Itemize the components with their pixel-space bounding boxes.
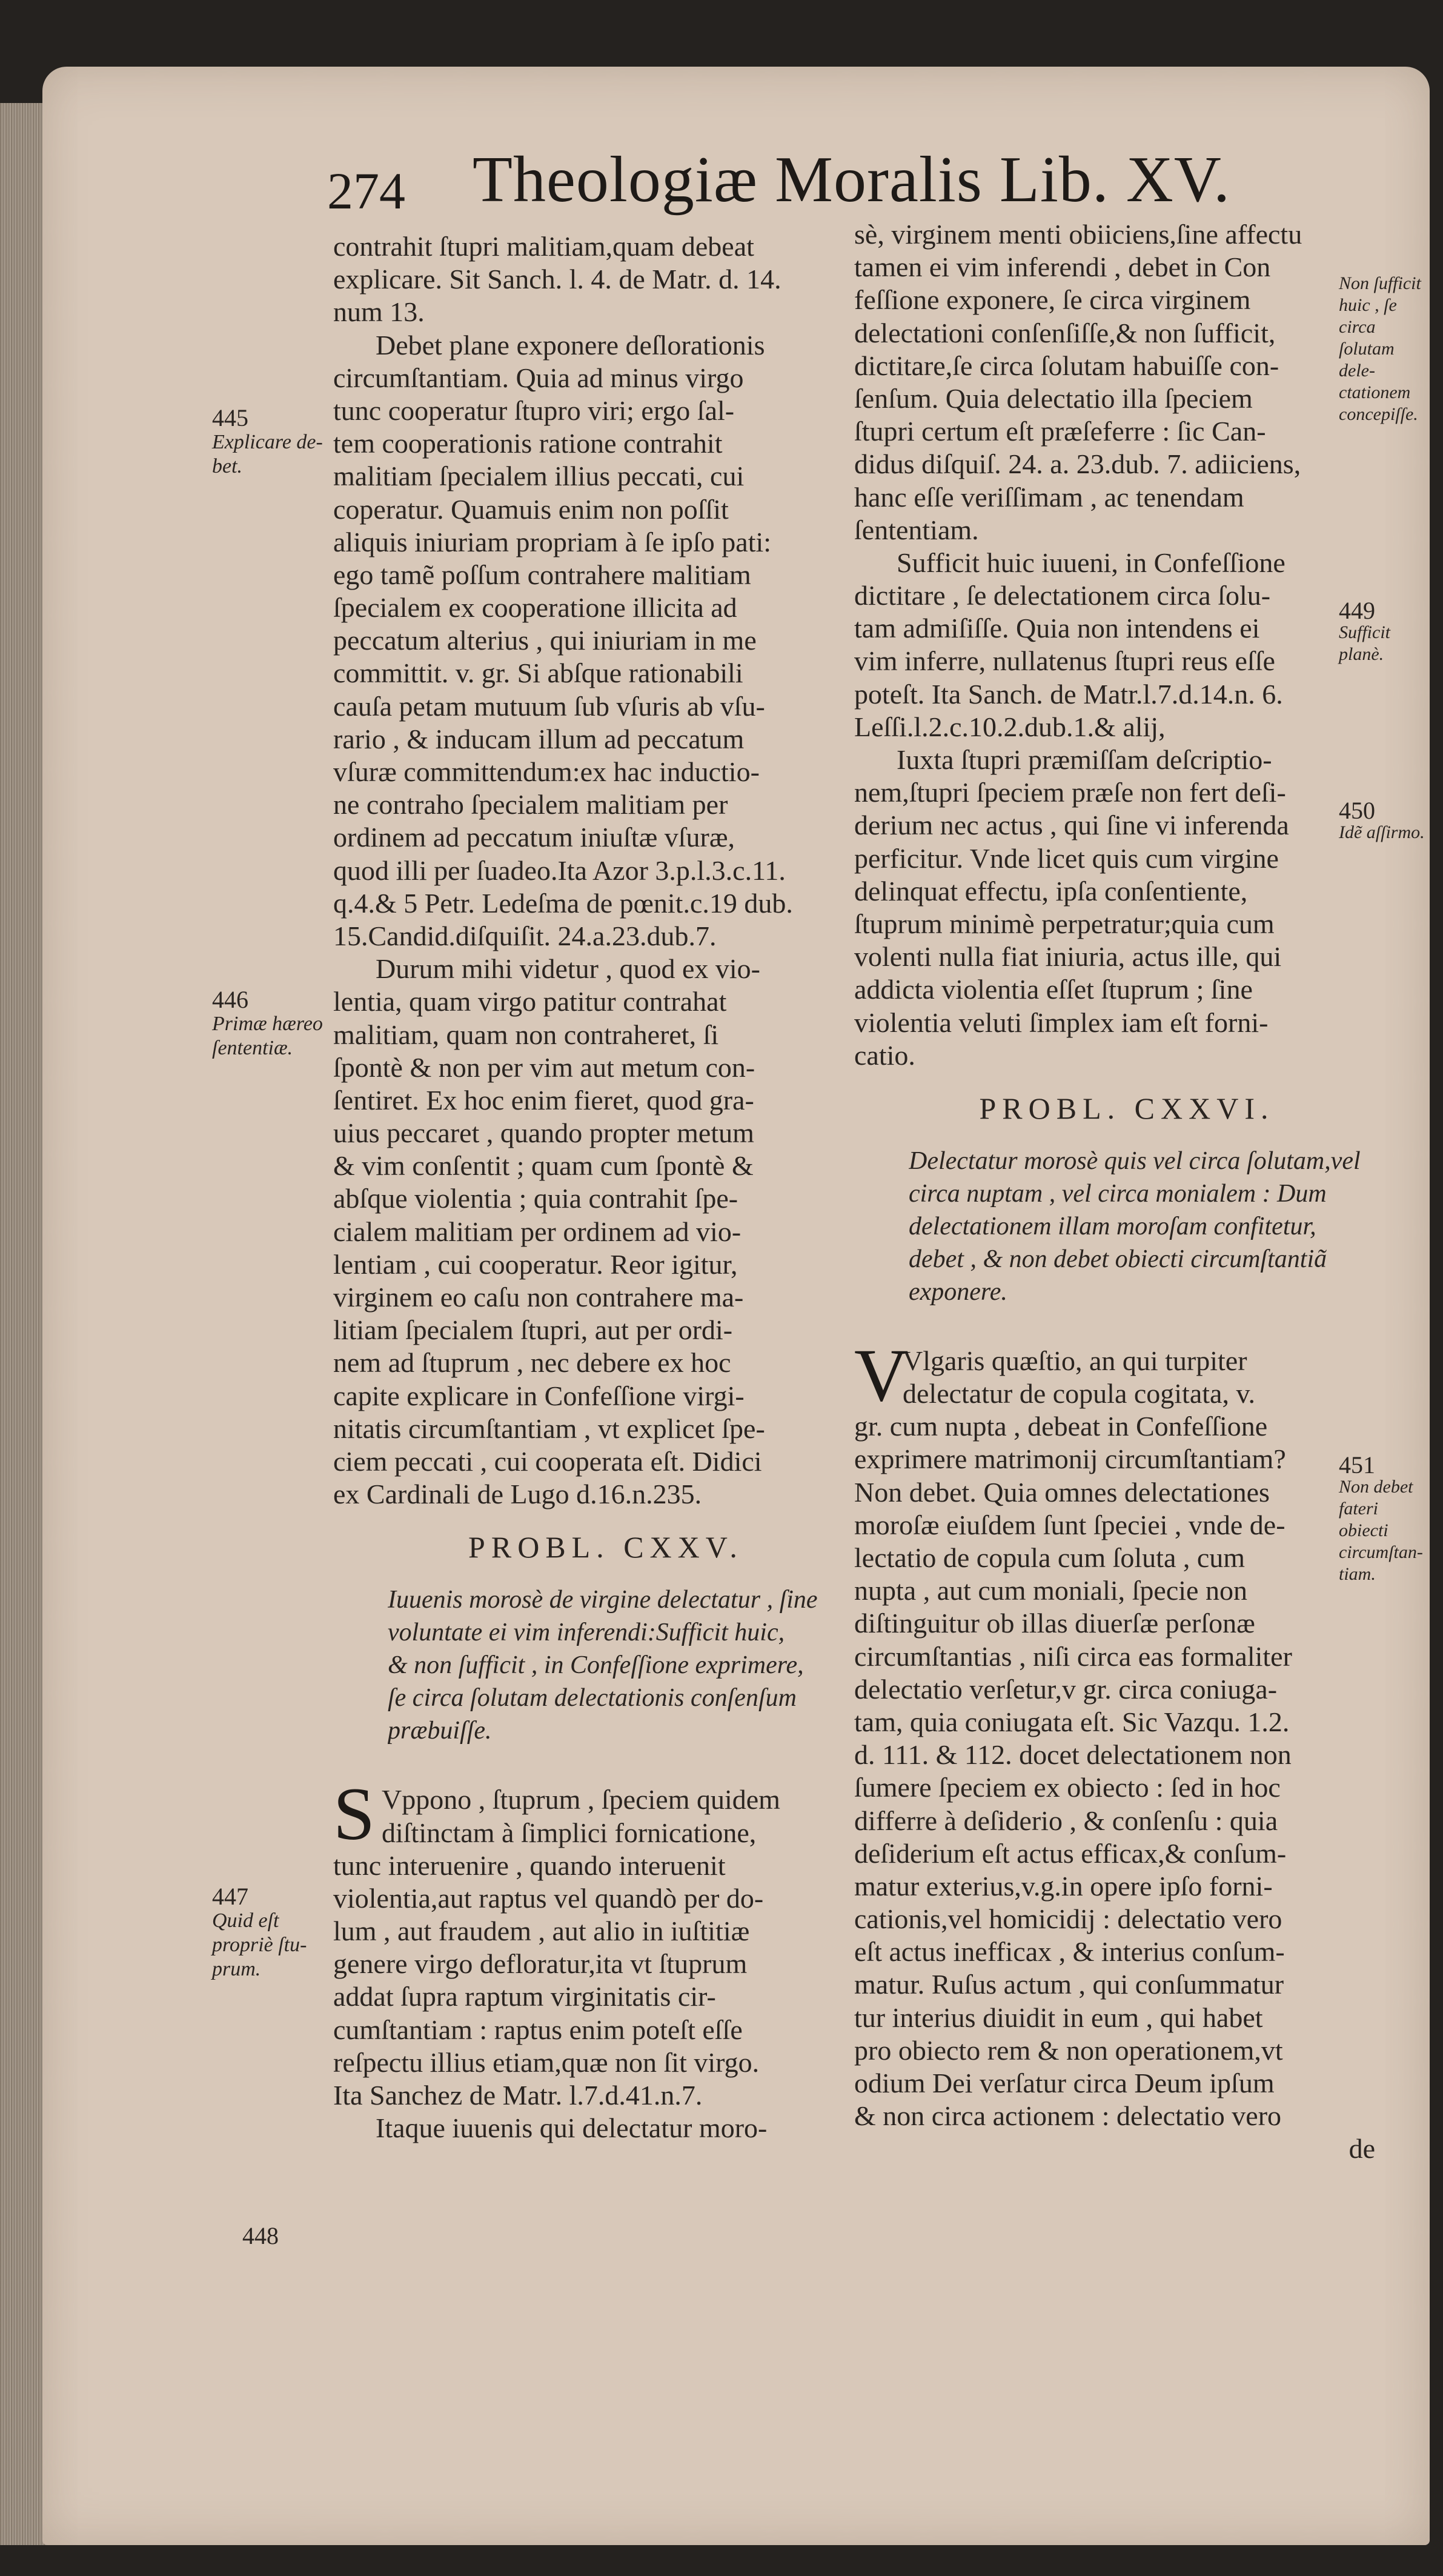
text-line: sè, virginem menti obiiciens,ſine affectu	[854, 219, 1302, 250]
text-line: ſtuprum minimè perpetratur;quia cum	[854, 908, 1275, 939]
drop-capital: V	[854, 1333, 909, 1417]
text-line: Debet plane exponere deſlorationis	[376, 329, 765, 361]
text-line: differre à deſiderio , & conſenſu : quia	[854, 1805, 1278, 1836]
right-text-block	[854, 218, 1399, 1072]
left-column	[333, 230, 878, 2145]
book-page	[42, 67, 1430, 2545]
text-line: violentia,aut raptus vel quandò per do-	[333, 1882, 764, 1914]
margin-note-text: Non ſufficit huic , ſe circa ſolutam dele- ctationem concepiſſe.	[1339, 273, 1421, 424]
text-line: Ita Sanchez de Matr. l.7.d.41.n.7.	[333, 2080, 703, 2111]
margin-note-text: Non debet fateri obiecti circumſtan- tiam.	[1339, 1477, 1423, 1584]
text-line: reſpectu illius etiam,quæ non ſit virgo.	[333, 2046, 760, 2078]
text-line: lentiam , cui cooperatur. Reor igitur,	[333, 1248, 738, 1280]
text-line: peccatum alterius , qui iniuriam in me	[333, 625, 757, 656]
text-line: ſumere ſpeciem ex obiecto : ſed in hoc	[854, 1772, 1281, 1803]
text-line: pro obiecto rem & non operationem,vt	[854, 2034, 1283, 2066]
text-line: malitiam, quam non contraheret, ſi	[333, 1019, 719, 1050]
text-line: Iuxta ſtupri præmiſſam deſcriptio-	[897, 744, 1272, 775]
text-line: addat ſupra raptum virginitatis cir-	[333, 1981, 716, 2012]
text-line: q.4.& 5 Petr. Ledeſma de pœnit.c.19 dub.	[333, 887, 793, 919]
margin-note-number: 447	[212, 1883, 248, 1910]
text-line: ſe circa ſolutam delectationis conſenſum	[388, 1684, 797, 1712]
margin-note	[212, 406, 327, 479]
text-line: cumſtantiam : raptus enim poteſt eſſe	[333, 2014, 743, 2045]
text-line: lentia, quam virgo patitur contrahat	[333, 986, 727, 1017]
text-line: litiam ſpecialem ſtupri, aut per ordi-	[333, 1314, 733, 1346]
text-line: tamen ei vim inferendi , debet in Con	[854, 251, 1271, 283]
text-line: dictitare,ſe circa ſolutam habuiſſe con-	[854, 350, 1279, 381]
text-line: voluntate ei vim inferendi:Sufficit huic,	[388, 1619, 785, 1647]
text-line: ſenſum. Quia delectatio illa ſpeciem	[854, 382, 1253, 414]
page-number: 274	[327, 162, 405, 220]
text-line: ne contraho ſpecialem malitiam per	[333, 789, 728, 820]
text-line: explicare. Sit Sanch. l. 4. de Matr. d. 14.	[333, 264, 781, 295]
text-line: addicta violentia eſſet ſtuprum ; ſine	[854, 974, 1253, 1005]
margin-note	[212, 1885, 327, 1982]
text-line: Non debet. Quia omnes delectationes	[854, 1476, 1270, 1508]
text-line: dictitare , ſe delectationem circa ſolu-	[854, 580, 1271, 611]
text-line: ſententiam.	[854, 514, 979, 545]
text-line: & non ſufficit , in Confeſſione exprimere,	[388, 1651, 804, 1680]
text-line: perficitur. Vnde licet quis cum virgine	[854, 842, 1279, 874]
margin-note-text: Quid eſt propriè ſtu- prum.	[212, 1909, 307, 1980]
text-line: delectationi conſenſiſſe,& non ſufficit,	[854, 317, 1276, 348]
text-line: matur. Ruſus actum , qui conſummatur	[854, 1969, 1284, 2000]
text-line: quod illi per ſuadeo.Ita Azor 3.p.l.3.c.11.	[333, 854, 786, 886]
text-line: gr. cum nupta , debeat in Confeſſione	[854, 1411, 1268, 1442]
text-line: tunc cooperatur ſtupro viri; ergo ſal-	[333, 394, 735, 426]
margin-note	[1339, 273, 1430, 425]
text-line: moroſæ eiuſdem ſunt ſpeciei , vnde de-	[854, 1509, 1285, 1540]
text-line: hanc eſſe veriſſimam , ac tenendam	[854, 481, 1244, 513]
text-line: circumſtantias , niſi circa eas formaliter	[854, 1640, 1292, 1672]
margin-note-number: 450	[1339, 797, 1375, 824]
text-line: virginem eo caſu non contrahere ma-	[333, 1282, 744, 1313]
paragraph-with-dropcap	[854, 1333, 1399, 2133]
text-line: odium Dei verſatur circa Deum ipſum	[854, 2068, 1275, 2098]
text-line: genere virgo defloratur,ita vt ſtuprum	[333, 1948, 748, 1980]
text-line: delinquat effectu, ipſa conſentiente,	[854, 875, 1248, 907]
text-line: deſiderium eſt actus efficax,& conſum-	[854, 1837, 1287, 1869]
text-line: num 13.	[333, 296, 425, 328]
margin-note-text: Primæ hæreo ſententiæ.	[212, 1013, 323, 1059]
text-line: ſpecialem ex cooperatione illicita ad	[333, 592, 737, 624]
text-line: rario , & inducam illum ad peccatum	[333, 723, 745, 754]
text-line: eſt actus inefficax , & interius conſum-	[854, 1936, 1285, 1968]
text-line: abſque violentia ; quia contrahit ſpe-	[333, 1183, 738, 1214]
margin-note	[1339, 597, 1430, 665]
text-line: ego tamẽ poſſum contrahere malitiam	[333, 559, 751, 590]
margin-note	[242, 2224, 333, 2248]
drop-capital: S	[333, 1772, 375, 1856]
text-line: coperatur. Quamuis enim non poſſit	[333, 493, 729, 525]
text-line: cialem malitiam per ordinem ad vio-	[333, 1216, 741, 1247]
problem-heading: PROBL. CXXVI.	[979, 1091, 1275, 1125]
text-line: tam, quia coniugata eſt. Sic Vazqu. 1.2.	[854, 1706, 1290, 1737]
text-line: Vppono , ſtuprum , ſpeciem quidem	[382, 1784, 780, 1816]
margin-note-text: Explicare de- bet.	[212, 431, 323, 478]
text-line: cationis,vel homicidij : delectatio vero	[854, 1903, 1282, 1935]
text-line: malitiam ſpecialem illius peccati, cui	[333, 461, 745, 492]
text-line: Durum mihi videtur , quod ex vio-	[376, 953, 760, 985]
text-line: diſtinguitur ob illas diuerſæ perſonæ	[854, 1608, 1255, 1639]
text-line: tem cooperationis ratione contrahit	[333, 428, 723, 459]
margin-note	[212, 988, 327, 1060]
margin-note-number: 448	[242, 2222, 279, 2249]
text-line: committit. v. gr. Si abſque rationabili	[333, 657, 743, 689]
text-line: contrahit ſtupri malitiam,quam debeat	[333, 231, 754, 262]
text-line: circa nuptam , vel circa monialem : Dum	[909, 1179, 1327, 1208]
text-line: catio.	[854, 1039, 915, 1071]
problem-summary	[854, 1145, 1399, 1308]
text-line: tunc interuenire , quando interuenit	[333, 1849, 726, 1881]
text-line: debet , & non debet obiecti circumſtantiã	[909, 1245, 1327, 1273]
margin-note	[1339, 1451, 1430, 1585]
text-line: præbuiſſe.	[388, 1717, 492, 1745]
text-line: delectatur de copula cogitata, v.	[903, 1378, 1255, 1409]
text-line: delectatio verſetur,v gr. circa coniuga-	[854, 1673, 1278, 1705]
text-line: diſtinctam à ſimplici fornicatione,	[382, 1817, 757, 1848]
text-line: Itaque iuuenis qui delectatur moro-	[376, 2112, 768, 2144]
text-line: & vim conſentit ; quam cum ſpontè &	[333, 1150, 754, 1182]
text-line: ſentiret. Ex hoc enim fieret, quod gra-	[333, 1084, 754, 1116]
text-line: ciem peccati , cui cooperata eſt. Didici	[333, 1445, 762, 1477]
margin-note	[1339, 797, 1430, 844]
problem-heading: PROBL. CXXV.	[468, 1530, 743, 1565]
text-line: ſpontè & non per vim aut metum con-	[333, 1051, 755, 1083]
left-text-block	[333, 230, 878, 1511]
text-line: nem,ſtupri ſpeciem præſe non fert deſi-	[854, 777, 1286, 808]
text-line: delectationem illam moroſam confitetur,	[909, 1212, 1316, 1240]
margin-note-number: 445	[212, 404, 248, 431]
text-line: exponere.	[909, 1277, 1007, 1306]
text-line: feſſione exponere, ſe circa virginem	[854, 284, 1251, 316]
text-line: lectatio de copula cum ſoluta , cum	[854, 1542, 1246, 1573]
problem-summary	[333, 1583, 878, 1747]
running-title: Theologiæ Moralis Lib. XV.	[473, 144, 1230, 216]
text-line: poteſt. Ita Sanch. de Matr.l.7.d.14.n. 6.	[854, 678, 1283, 710]
running-head	[327, 142, 1357, 227]
text-line: capite explicare in Confeſſione virgi-	[333, 1380, 745, 1411]
text-line: nupta , aut cum moniali, ſpecie non	[854, 1575, 1247, 1606]
text-line: lum , aut fraudem , aut alio in iuſtitiæ	[333, 1915, 750, 1947]
catchword: de	[1348, 2133, 1375, 2165]
text-line: tur interius diuidit in eum , qui habet	[854, 2002, 1263, 2033]
margin-note-number: 451	[1339, 1451, 1375, 1479]
text-line: Sufficit huic iuueni, in Confeſſione	[897, 547, 1285, 578]
text-line: cauſa petam mutuum ſub vſuris ab vſu-	[333, 690, 765, 722]
text-line: matur exterius,v.g.in opere ipſo forni-	[854, 1870, 1273, 1902]
text-line: volenti nulla fiat iniuria, actus ille, qui	[854, 941, 1282, 973]
margin-note-number: 446	[212, 986, 248, 1013]
margin-note-text: Idẽ aſſirmo.	[1339, 822, 1425, 842]
text-line: ordinem ad peccatum iniuſtæ vſuræ,	[333, 822, 735, 853]
text-line: vſuræ committendum:ex hac inductio-	[333, 756, 760, 787]
text-line: ex Cardinali de Lugo d.16.n.235.	[333, 1479, 702, 1510]
right-text-block-2	[854, 1345, 1399, 2133]
text-line: Iuuenis morosè de virgine delectatur , ſine	[388, 1586, 818, 1614]
text-line: ſtupri certum eſt præſeferre : ſic Can-	[854, 416, 1266, 447]
text-line: Vlgaris quæſtio, an qui turpiter	[903, 1345, 1247, 1376]
right-column	[854, 218, 1399, 2166]
text-line: circumſtantiam. Quia ad minus virgo	[333, 362, 744, 393]
text-line: Delectatur morosè quis vel circa ſolutam,vel	[909, 1147, 1361, 1175]
text-line: tam admiſiſſe. Quia non intendens ei	[854, 613, 1260, 644]
text-line: nem ad ſtuprum , nec debere ex hoc	[333, 1347, 731, 1379]
text-line: & non circa actionem : delectatio vero	[854, 2100, 1282, 2132]
left-text-block-2	[333, 1772, 878, 2145]
text-line: exprimere matrimonij circumſtantiam?	[854, 1443, 1286, 1475]
text-line: aliquis iniuriam propriam à ſe ipſo pati:	[333, 526, 772, 557]
margin-note-number: 449	[1339, 597, 1375, 624]
text-line: 15.Candid.diſquiſit. 24.a.23.dub.7.	[333, 920, 717, 951]
paragraph-with-dropcap	[333, 1772, 878, 2145]
text-line: uius peccaret , quando propter metum	[333, 1117, 754, 1149]
text-line: didus diſquiſ. 24. a. 23.dub. 7. adiiciens,	[854, 448, 1301, 480]
text-line: d. 111. & 112. docet delectationem non	[854, 1739, 1292, 1771]
text-line: Leſſi.l.2.c.10.2.dub.1.& alij,	[854, 711, 1166, 742]
text-line: nitatis circumſtantiam , vt explicet ſpe-	[333, 1413, 765, 1444]
text-line: violentia veluti ſimplex iam eſt forni-	[854, 1007, 1269, 1038]
text-line: derium nec actus , qui ſine vi inferenda	[854, 810, 1289, 841]
text-line: vim inferre, nullatenus ſtupri reus eſſe	[854, 645, 1275, 677]
margin-note-text: Sufficit planè.	[1339, 622, 1390, 664]
